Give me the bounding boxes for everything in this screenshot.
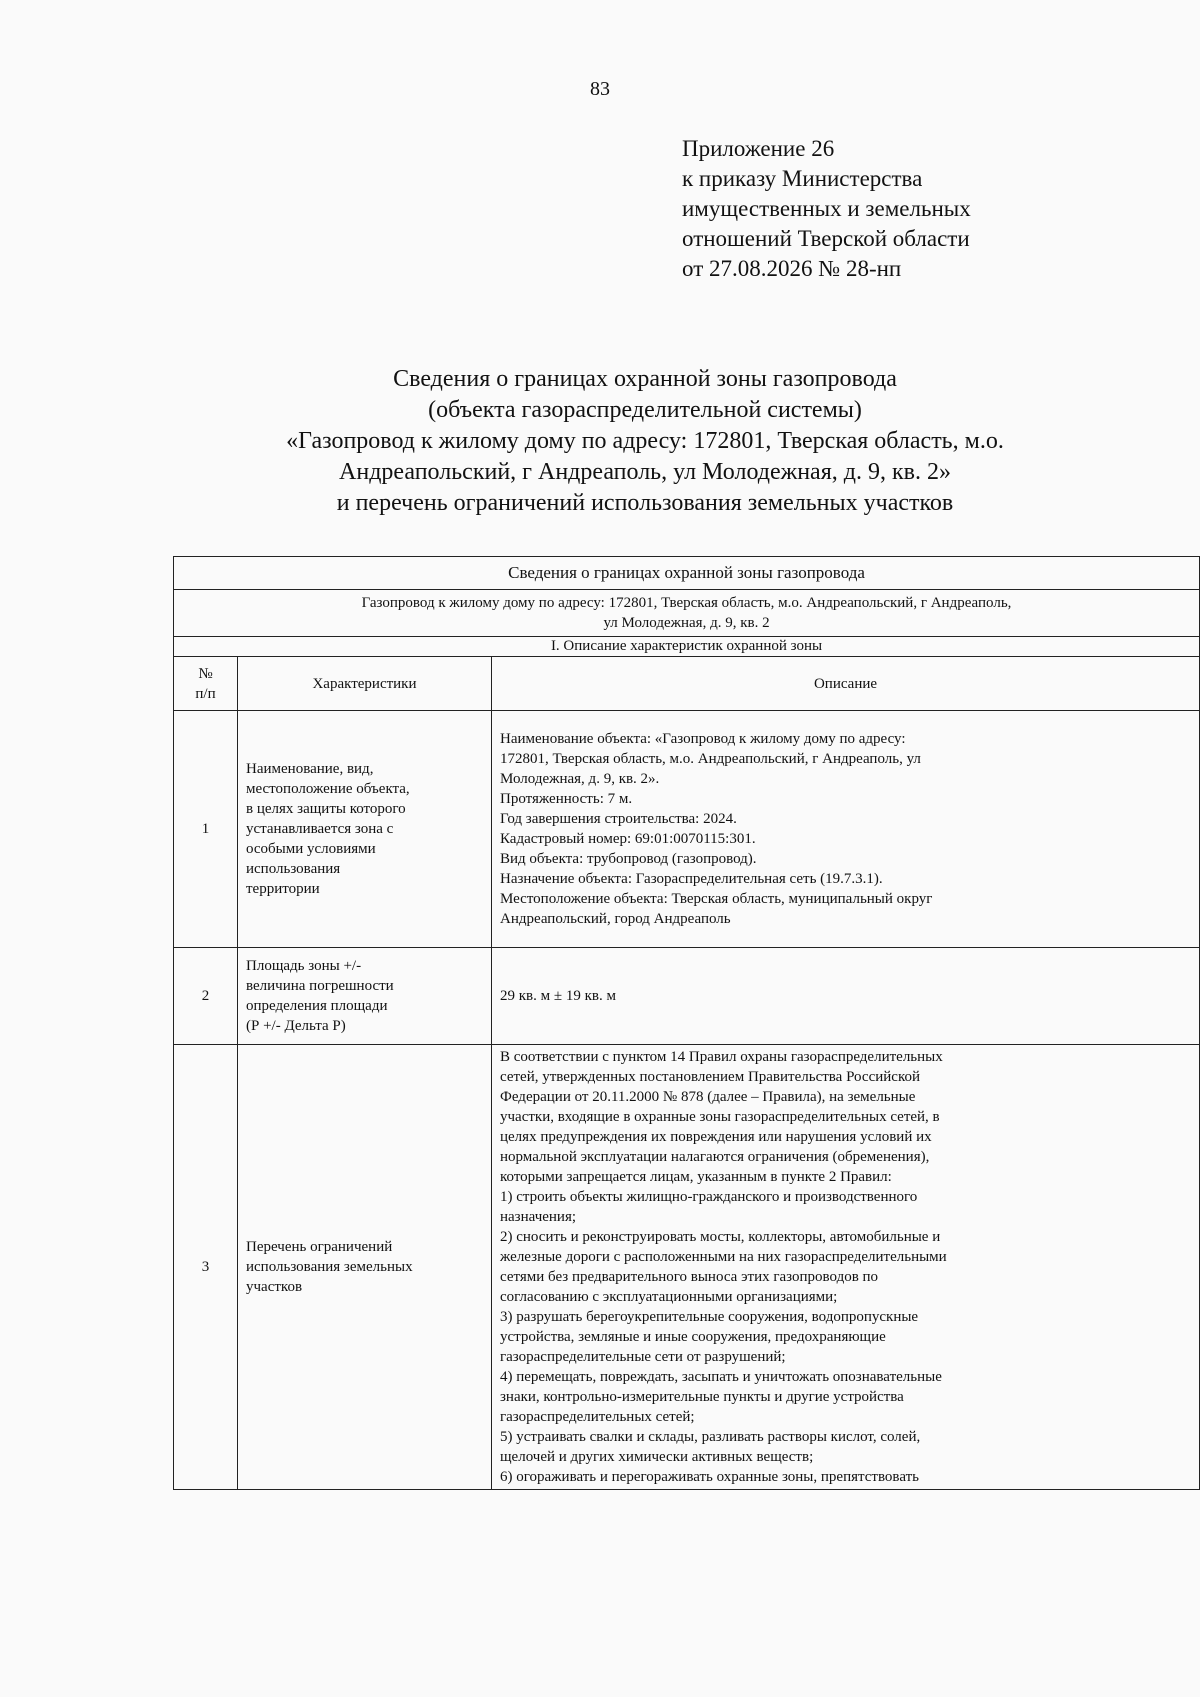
table-main-header: Сведения о границах охранной зоны газопровода	[174, 557, 1200, 590]
appendix-line: отношений Тверской области	[682, 226, 970, 251]
desc-line: участки, входящие в охранные зоны газораспределительных сетей, в	[500, 1109, 940, 1125]
char-line: Площадь зоны +/-	[246, 958, 362, 974]
char-line: использования земельных	[246, 1259, 413, 1275]
column-header-number-line: п/п	[195, 685, 216, 702]
desc-line: 4) перемещать, повреждать, засыпать и уничтожать опознавательные	[500, 1369, 942, 1385]
table-row	[174, 948, 1200, 1045]
appendix-line: Приложение 26	[682, 136, 835, 161]
desc-line: 6) огораживать и перегораживать охранные зоны, препятствовать	[500, 1469, 919, 1485]
page-number: 83	[590, 78, 610, 100]
row-characteristic	[238, 948, 492, 1045]
desc-line: устройства, земляные и иные сооружения, предохраняющие	[500, 1329, 886, 1345]
char-line: территории	[246, 881, 320, 897]
document-title	[120, 364, 1170, 519]
char-line: в целях защиты которого	[246, 801, 406, 817]
row-description	[492, 1045, 1200, 1490]
char-line: величина погрешности	[246, 978, 394, 994]
title-line: Андреапольский, г Андреаполь, ул Молодежная, д. 9, кв. 2»	[339, 459, 951, 485]
desc-line: целях предупреждения их повреждения или нарушения условий их	[500, 1129, 932, 1145]
desc-line: Протяженность: 7 м.	[500, 791, 633, 807]
desc-line: Наименование объекта: «Газопровод к жилому дому по адресу:	[500, 731, 906, 747]
desc-line: Кадастровый номер: 69:01:0070115:301.	[500, 831, 756, 847]
char-line: Перечень ограничений	[246, 1239, 393, 1255]
row-number: 3	[174, 1045, 238, 1490]
char-line: использования	[246, 861, 341, 877]
desc-line: 2) сносить и реконструировать мосты, коллекторы, автомобильные и	[500, 1229, 941, 1245]
desc-line: 3) разрушать берегоукрепительные сооружения, водопропускные	[500, 1309, 919, 1325]
column-header-number	[174, 657, 238, 711]
desc-line: нормальной эксплуатации налагаются ограничения (обременения),	[500, 1149, 930, 1165]
desc-line: сетей, утвержденных постановлением Правительства Российской	[500, 1069, 921, 1085]
desc-line: которыми запрещается лицам, указанным в пункте 2 Правил:	[500, 1169, 892, 1185]
row-description	[492, 948, 1200, 1045]
column-header-characteristics: Характеристики	[238, 657, 492, 711]
desc-line: Федерации от 20.11.2000 № 878 (далее – Правила), на земельные	[500, 1089, 916, 1105]
section-title: I. Описание характеристик охранной зоны	[174, 637, 1200, 657]
desc-line: газораспределительные сети от разрушений;	[500, 1349, 786, 1365]
title-line: Сведения о границах охранной зоны газопровода	[393, 366, 897, 392]
column-header-number-line: №	[198, 665, 213, 682]
column-header-description: Описание	[492, 657, 1200, 711]
title-line: (объекта газораспределительной системы)	[428, 397, 862, 423]
desc-line: Молодежная, д. 9, кв. 2».	[500, 771, 660, 787]
row-characteristic	[238, 711, 492, 948]
desc-line: Год завершения строительства: 2024.	[500, 811, 737, 827]
desc-line: сетями без предварительного выноса этих газопроводов по	[500, 1269, 879, 1285]
title-line: «Газопровод к жилому дому по адресу: 172801, Тверская область, м.о.	[286, 428, 1004, 454]
appendix-reference	[682, 134, 971, 284]
desc-line: 29 кв. м ± 19 кв. м	[500, 988, 616, 1004]
desc-line: щелочей и других химически активных веществ;	[500, 1449, 814, 1465]
desc-line: железные дороги с расположенными на них газораспределительными	[500, 1249, 947, 1265]
row-characteristic	[238, 1045, 492, 1490]
appendix-line: от 27.08.2026 № 28-нп	[682, 256, 902, 281]
row-number: 2	[174, 948, 238, 1045]
char-line: устанавливается зона с	[246, 821, 394, 837]
desc-line: 5) устраивать свалки и склады, разливать растворы кислот, солей,	[500, 1429, 921, 1445]
desc-line: назначения;	[500, 1209, 577, 1225]
desc-line: Назначение объекта: Газораспределительная сеть (19.7.3.1).	[500, 871, 883, 887]
char-line: определения площади	[246, 998, 388, 1014]
desc-line: Андреапольский, город Андреаполь	[500, 911, 731, 927]
desc-line: 1) строить объекты жилищно-гражданского и производственного	[500, 1189, 918, 1205]
table-object-header	[174, 590, 1200, 637]
appendix-line: имущественных и земельных	[682, 196, 971, 221]
zone-info-table	[173, 556, 1200, 1490]
appendix-line: к приказу Министерства	[682, 166, 923, 191]
desc-line: знаки, контрольно-измерительные пункты и другие устройства	[500, 1389, 904, 1405]
object-header-line: ул Молодежная, д. 9, кв. 2	[603, 615, 770, 631]
char-line: Наименование, вид,	[246, 761, 374, 777]
object-header-line: Газопровод к жилому дому по адресу: 172801, Тверская область, м.о. Андреапольский, г Андреаполь,	[361, 595, 1012, 611]
title-line: и перечень ограничений использования земельных участков	[336, 490, 954, 516]
desc-line: Вид объекта: трубопровод (газопровод).	[500, 851, 757, 867]
row-number: 1	[174, 711, 238, 948]
desc-line: Местоположение объекта: Тверская область, муниципальный округ	[500, 891, 933, 907]
char-line: местоположение объекта,	[246, 781, 410, 797]
desc-line: 172801, Тверская область, м.о. Андреапольский, г Андреаполь, ул	[500, 751, 921, 767]
table-row	[174, 1045, 1200, 1490]
char-line: (Р +/- Дельта Р)	[246, 1018, 346, 1034]
row-description	[492, 711, 1200, 948]
char-line: участков	[246, 1279, 303, 1295]
table-row	[174, 711, 1200, 948]
desc-line: согласованию с эксплуатационными организациями;	[500, 1289, 838, 1305]
desc-line: В соответствии с пунктом 14 Правил охраны газораспределительных	[500, 1049, 943, 1065]
char-line: особыми условиями	[246, 841, 376, 857]
desc-line: газораспределительных сетей;	[500, 1409, 695, 1425]
